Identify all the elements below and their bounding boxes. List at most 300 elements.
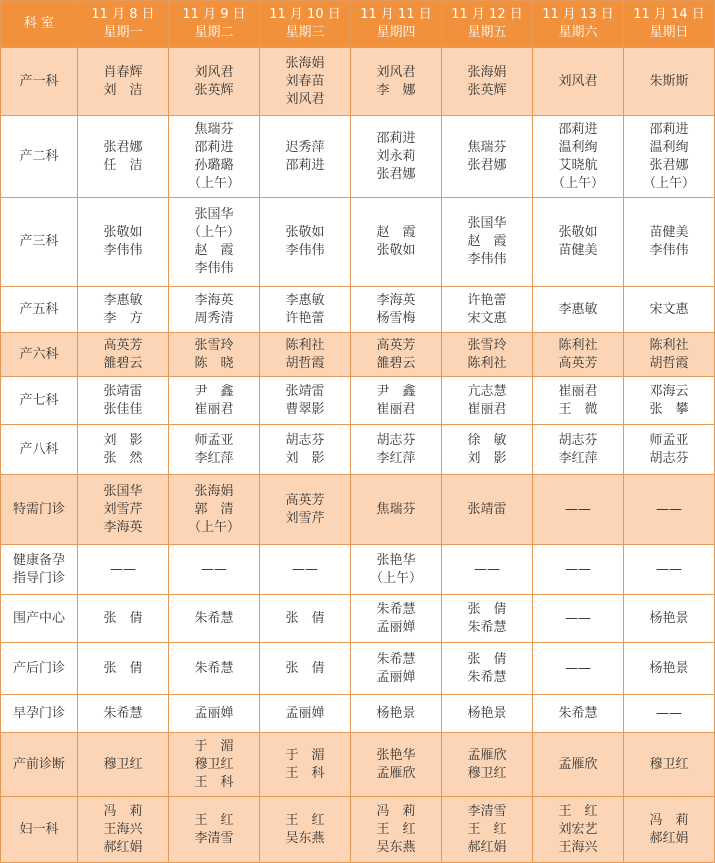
staff-name: 张海娟 bbox=[194, 483, 234, 499]
staff-name: 冯 莉 bbox=[103, 803, 143, 819]
duty-cell bbox=[351, 797, 442, 863]
staff-name: 胡志芬 bbox=[558, 432, 598, 448]
duty-cell bbox=[351, 48, 442, 116]
staff-name: 尹 鑫 bbox=[376, 383, 416, 399]
duty-cell bbox=[533, 287, 624, 333]
staff-name: 高英芳 bbox=[376, 337, 416, 353]
duty-cell bbox=[351, 733, 442, 797]
staff-name: 李海英 bbox=[194, 292, 234, 308]
duty-cell bbox=[442, 475, 533, 545]
staff-name: 张敬如 bbox=[285, 225, 325, 240]
staff-name: 邵莉进 bbox=[285, 157, 325, 173]
day-date: 11 月 13 日 bbox=[542, 7, 614, 22]
duty-cell bbox=[169, 545, 260, 595]
duty-cell bbox=[260, 377, 351, 425]
staff-name: 宋文惠 bbox=[649, 301, 689, 317]
staff-name: 穆卫红 bbox=[103, 756, 143, 772]
staff-name: 邵莉进 bbox=[376, 130, 416, 146]
duty-cell bbox=[624, 797, 715, 863]
duty-cell bbox=[169, 48, 260, 116]
duty-cell bbox=[533, 733, 624, 797]
staff-name: 崔丽君 bbox=[376, 401, 416, 417]
duty-cell bbox=[351, 333, 442, 377]
duty-cell bbox=[351, 595, 442, 643]
staff-name: 崔丽君 bbox=[467, 401, 507, 417]
duty-cell bbox=[351, 287, 442, 333]
staff-name: 张君娜 bbox=[376, 166, 416, 182]
duty-cell bbox=[624, 333, 715, 377]
staff-name: 胡哲霞 bbox=[649, 355, 689, 371]
duty-cell bbox=[533, 797, 624, 863]
staff-name: 刘风君 bbox=[194, 64, 234, 80]
staff-name: 杨艳景 bbox=[467, 705, 507, 721]
dept-name: 产二科 bbox=[19, 148, 59, 164]
staff-name: 张艳华 bbox=[376, 552, 416, 568]
staff-name: （上午） bbox=[551, 175, 604, 191]
table-row bbox=[1, 333, 715, 377]
staff-name: 张 攀 bbox=[649, 401, 689, 417]
duty-cell bbox=[169, 198, 260, 287]
duty-cell bbox=[533, 475, 624, 545]
staff-name: —— bbox=[565, 610, 591, 626]
duty-cell bbox=[260, 545, 351, 595]
staff-name: 王海兴 bbox=[103, 821, 143, 837]
staff-name: 刘雪芹 bbox=[285, 510, 325, 526]
day-weekday: 星期六 bbox=[558, 25, 598, 40]
staff-name: 陈 晓 bbox=[194, 355, 234, 371]
duty-cell bbox=[351, 425, 442, 475]
duty-cell bbox=[624, 287, 715, 333]
table-row bbox=[1, 287, 715, 333]
staff-name: （上午） bbox=[642, 175, 695, 191]
duty-cell bbox=[624, 48, 715, 116]
staff-name: —— bbox=[292, 561, 318, 577]
table-row bbox=[1, 545, 715, 595]
staff-name: 李海英 bbox=[376, 292, 416, 308]
staff-name: 崔丽君 bbox=[194, 401, 234, 417]
duty-cell bbox=[442, 643, 533, 695]
staff-name: 李海英 bbox=[103, 519, 143, 535]
staff-name: 宋文惠 bbox=[467, 310, 507, 326]
staff-name: 朱希慧 bbox=[376, 601, 416, 617]
staff-name: 穆卫红 bbox=[194, 756, 234, 772]
staff-name: 张靖雷 bbox=[467, 501, 507, 517]
duty-cell bbox=[260, 287, 351, 333]
duty-cell bbox=[533, 48, 624, 116]
staff-name: 张国华 bbox=[103, 483, 143, 499]
duty-cell bbox=[78, 333, 169, 377]
table-row bbox=[1, 733, 715, 797]
staff-name: 郝红娟 bbox=[467, 839, 507, 855]
staff-name: 胡志芬 bbox=[285, 432, 325, 448]
staff-name: 尹 鑫 bbox=[194, 383, 234, 399]
staff-name: 张海娟 bbox=[467, 64, 507, 80]
staff-name: 高英芳 bbox=[285, 492, 325, 508]
staff-name: 雒碧云 bbox=[376, 355, 416, 371]
duty-cell bbox=[260, 475, 351, 545]
staff-name: 张 倩 bbox=[285, 610, 325, 626]
staff-name: 苗健美 bbox=[649, 225, 689, 240]
duty-cell bbox=[351, 643, 442, 695]
staff-name: 孙璐璐 bbox=[194, 157, 234, 173]
staff-name: 许艳蕾 bbox=[467, 292, 507, 308]
duty-cell bbox=[260, 797, 351, 863]
dept-cell bbox=[1, 48, 78, 116]
staff-name: 李伟伟 bbox=[649, 243, 689, 258]
staff-name: 吴东燕 bbox=[285, 830, 325, 846]
duty-cell bbox=[78, 475, 169, 545]
duty-cell bbox=[624, 475, 715, 545]
duty-cell bbox=[78, 48, 169, 116]
duty-cell bbox=[442, 287, 533, 333]
duty-cell bbox=[442, 595, 533, 643]
staff-name: 李伟伟 bbox=[285, 243, 325, 258]
staff-name: 李 方 bbox=[103, 310, 143, 326]
staff-name: 杨艳景 bbox=[376, 705, 416, 721]
staff-name: 张 然 bbox=[103, 450, 143, 466]
staff-name: （上午） bbox=[187, 175, 240, 191]
staff-name: 郝红娟 bbox=[649, 830, 689, 846]
staff-name: 李红萍 bbox=[558, 450, 598, 466]
staff-name: 王 科 bbox=[194, 774, 234, 790]
staff-name: 孟丽婵 bbox=[376, 669, 416, 685]
staff-name: 刘永莉 bbox=[376, 148, 416, 164]
day-weekday: 星期五 bbox=[467, 25, 507, 40]
dept-name: 产前诊断 bbox=[12, 756, 65, 772]
staff-name: 孟丽婵 bbox=[376, 619, 416, 635]
dept-name: 特需门诊 bbox=[12, 501, 65, 517]
staff-name: 朱希慧 bbox=[558, 705, 598, 721]
dept-cell bbox=[1, 333, 78, 377]
dept-name: 产八科 bbox=[19, 441, 59, 457]
duty-cell bbox=[169, 475, 260, 545]
staff-name: 张靖雷 bbox=[103, 383, 143, 399]
staff-name: —— bbox=[110, 561, 136, 577]
staff-name: 崔丽君 bbox=[558, 383, 598, 399]
dept-cell bbox=[1, 116, 78, 198]
table-row bbox=[1, 797, 715, 863]
duty-cell bbox=[533, 545, 624, 595]
staff-name: 高英芳 bbox=[558, 355, 598, 371]
duty-cell bbox=[533, 425, 624, 475]
staff-name: 刘风君 bbox=[558, 73, 598, 89]
staff-name: （上午） bbox=[369, 570, 422, 586]
staff-name: 张敬如 bbox=[103, 225, 143, 240]
dept-cell bbox=[1, 475, 78, 545]
staff-name: 李红萍 bbox=[376, 450, 416, 466]
table-row bbox=[1, 475, 715, 545]
staff-name: —— bbox=[474, 561, 500, 577]
duty-cell bbox=[442, 425, 533, 475]
day-header bbox=[169, 1, 260, 48]
staff-name: 孟雁欣 bbox=[467, 747, 507, 763]
staff-name: 陈利社 bbox=[467, 355, 507, 371]
staff-name: —— bbox=[656, 561, 682, 577]
duty-cell bbox=[624, 377, 715, 425]
staff-name: 冯 莉 bbox=[376, 803, 416, 819]
staff-name: 王海兴 bbox=[558, 839, 598, 855]
duty-cell bbox=[78, 116, 169, 198]
day-header bbox=[624, 1, 715, 48]
day-weekday: 星期四 bbox=[376, 25, 416, 40]
staff-name: 张英辉 bbox=[467, 82, 507, 98]
dept-name: 早孕门诊 bbox=[12, 705, 65, 721]
staff-name: 师孟亚 bbox=[194, 432, 234, 448]
duty-cell bbox=[169, 797, 260, 863]
staff-name: 焦瑞芬 bbox=[467, 139, 507, 155]
staff-name: 朱希慧 bbox=[103, 705, 143, 721]
staff-name: 郝红娟 bbox=[103, 839, 143, 855]
dept-name: 产七科 bbox=[19, 392, 59, 408]
dept-header: 科 室 bbox=[1, 1, 78, 48]
dept-cell bbox=[1, 595, 78, 643]
duty-cell bbox=[442, 545, 533, 595]
duty-cell bbox=[78, 545, 169, 595]
staff-name: （上午） bbox=[187, 519, 240, 535]
staff-name: —— bbox=[565, 561, 591, 577]
dept-name: 产六科 bbox=[19, 346, 59, 362]
staff-name: 迟秀萍 bbox=[285, 139, 325, 155]
table-row bbox=[1, 198, 715, 287]
duty-cell bbox=[169, 695, 260, 733]
staff-name: 张君娜 bbox=[467, 157, 507, 173]
staff-name: 朱希慧 bbox=[467, 619, 507, 635]
staff-name: 刘 洁 bbox=[103, 82, 143, 98]
staff-name: 邓海云 bbox=[649, 383, 689, 399]
duty-cell bbox=[169, 377, 260, 425]
staff-name: 胡志芬 bbox=[376, 432, 416, 448]
staff-name: 吴东燕 bbox=[376, 839, 416, 855]
staff-name: 胡哲霞 bbox=[285, 355, 325, 371]
staff-name: 张敬如 bbox=[376, 243, 416, 258]
duty-cell bbox=[169, 643, 260, 695]
staff-name: 穆卫红 bbox=[467, 765, 507, 781]
dept-name: 产五科 bbox=[19, 301, 59, 317]
dept-cell bbox=[1, 733, 78, 797]
staff-name: 刘 影 bbox=[285, 450, 325, 466]
duty-cell bbox=[624, 595, 715, 643]
staff-name: 李伟伟 bbox=[467, 252, 507, 267]
staff-name: 焦瑞芬 bbox=[376, 501, 416, 517]
staff-name: 于 湄 bbox=[285, 747, 325, 763]
day-date: 11 月 8 日 bbox=[91, 7, 155, 22]
staff-name: 许艳蕾 bbox=[285, 310, 325, 326]
day-header bbox=[260, 1, 351, 48]
staff-name: 王 科 bbox=[285, 765, 325, 781]
staff-name: 李红萍 bbox=[194, 450, 234, 466]
duty-cell bbox=[351, 116, 442, 198]
staff-name: 肖春辉 bbox=[103, 64, 143, 80]
staff-name: 张国华 bbox=[194, 207, 234, 222]
table-row bbox=[1, 595, 715, 643]
duty-cell bbox=[442, 377, 533, 425]
duty-cell bbox=[78, 797, 169, 863]
dept-name: 产一科 bbox=[19, 73, 59, 89]
staff-name: 李惠敏 bbox=[285, 292, 325, 308]
staff-name: —— bbox=[201, 561, 227, 577]
day-header bbox=[351, 1, 442, 48]
duty-cell bbox=[78, 643, 169, 695]
staff-name: 李 娜 bbox=[376, 82, 416, 98]
staff-name: 张君娜 bbox=[649, 157, 689, 173]
staff-name: 徐 敏 bbox=[467, 432, 507, 448]
duty-cell bbox=[624, 695, 715, 733]
duty-cell bbox=[351, 545, 442, 595]
staff-name: 苗健美 bbox=[558, 243, 598, 258]
table-row bbox=[1, 425, 715, 475]
duty-cell bbox=[624, 198, 715, 287]
duty-cell bbox=[533, 198, 624, 287]
duty-cell bbox=[260, 48, 351, 116]
duty-cell bbox=[260, 333, 351, 377]
duty-cell bbox=[169, 425, 260, 475]
day-weekday: 星期三 bbox=[285, 25, 325, 40]
day-weekday: 星期日 bbox=[649, 25, 689, 40]
staff-name: 朱希慧 bbox=[376, 651, 416, 667]
duty-cell bbox=[78, 695, 169, 733]
day-date: 11 月 9 日 bbox=[182, 7, 246, 22]
staff-name: 刘春苗 bbox=[285, 73, 325, 89]
duty-cell bbox=[351, 377, 442, 425]
dept-cell bbox=[1, 377, 78, 425]
staff-name: 李伟伟 bbox=[103, 243, 143, 258]
dept-cell bbox=[1, 425, 78, 475]
duty-cell bbox=[533, 333, 624, 377]
staff-name: 李惠敏 bbox=[558, 301, 598, 317]
duty-cell bbox=[78, 377, 169, 425]
duty-cell bbox=[624, 733, 715, 797]
duty-cell bbox=[260, 595, 351, 643]
staff-name: 张君娜 bbox=[103, 139, 143, 155]
schedule-body bbox=[1, 48, 715, 863]
dept-cell bbox=[1, 643, 78, 695]
duty-cell bbox=[624, 116, 715, 198]
staff-name: —— bbox=[656, 705, 682, 721]
staff-name: 朱斯斯 bbox=[649, 73, 689, 89]
staff-name: 张 倩 bbox=[467, 651, 507, 667]
staff-name: 王 红 bbox=[467, 821, 507, 837]
duty-cell bbox=[260, 643, 351, 695]
dept-name: 产后门诊 bbox=[12, 660, 65, 676]
dept-cell bbox=[1, 198, 78, 287]
staff-name: （上午） bbox=[187, 225, 240, 240]
staff-name: 温利绚 bbox=[558, 139, 598, 155]
staff-name: 于 湄 bbox=[194, 738, 234, 754]
duty-cell bbox=[533, 377, 624, 425]
staff-name: —— bbox=[565, 660, 591, 676]
dept-name: 围产中心 bbox=[12, 610, 65, 626]
staff-name: 张 倩 bbox=[467, 601, 507, 617]
table-row bbox=[1, 116, 715, 198]
table-row bbox=[1, 643, 715, 695]
duty-cell bbox=[169, 595, 260, 643]
table-row bbox=[1, 48, 715, 116]
duty-cell bbox=[442, 733, 533, 797]
staff-name: 张敬如 bbox=[558, 225, 598, 240]
duty-cell bbox=[442, 48, 533, 116]
staff-name: 刘宏艺 bbox=[558, 821, 598, 837]
duty-cell bbox=[260, 695, 351, 733]
duty-cell bbox=[533, 695, 624, 733]
staff-name: 孟雁欣 bbox=[376, 765, 416, 781]
duty-cell bbox=[169, 116, 260, 198]
staff-name: 冯 莉 bbox=[649, 812, 689, 828]
staff-name: 曹翠影 bbox=[285, 401, 325, 417]
duty-cell bbox=[533, 643, 624, 695]
staff-name: 张雪玲 bbox=[194, 337, 234, 353]
duty-cell bbox=[169, 733, 260, 797]
day-date: 11 月 11 日 bbox=[360, 7, 432, 22]
staff-name: 穆卫红 bbox=[649, 756, 689, 772]
duty-cell bbox=[78, 287, 169, 333]
dept-name: 妇一科 bbox=[19, 821, 59, 837]
dept-name: 健康备孕 bbox=[12, 552, 65, 568]
day-date: 11 月 12 日 bbox=[451, 7, 523, 22]
staff-name: 胡志芬 bbox=[649, 450, 689, 466]
staff-name: 王 微 bbox=[558, 401, 598, 417]
staff-name: 杨艳景 bbox=[649, 660, 689, 676]
staff-name: —— bbox=[565, 501, 591, 517]
duty-cell bbox=[260, 116, 351, 198]
duty-cell bbox=[624, 545, 715, 595]
duty-cell bbox=[442, 198, 533, 287]
duty-cell bbox=[78, 733, 169, 797]
dept-cell bbox=[1, 695, 78, 733]
staff-name: 李惠敏 bbox=[103, 292, 143, 308]
staff-name: 张靖雷 bbox=[285, 383, 325, 399]
staff-name: 李伟伟 bbox=[194, 261, 234, 276]
staff-name: —— bbox=[656, 501, 682, 517]
duty-cell bbox=[624, 425, 715, 475]
duty-cell bbox=[442, 116, 533, 198]
staff-name: 张 倩 bbox=[103, 660, 143, 676]
duty-cell bbox=[78, 425, 169, 475]
staff-name: 陈利社 bbox=[285, 337, 325, 353]
duty-cell bbox=[351, 475, 442, 545]
day-date: 11 月 14 日 bbox=[633, 7, 705, 22]
duty-cell bbox=[78, 198, 169, 287]
duty-cell bbox=[442, 333, 533, 377]
staff-name: 郭 清 bbox=[194, 501, 234, 517]
staff-name: 张佳佳 bbox=[103, 401, 143, 417]
header-row bbox=[1, 1, 715, 48]
dept-name: 产三科 bbox=[19, 234, 59, 249]
staff-name: 赵 霞 bbox=[376, 225, 416, 240]
staff-name: 杨雪梅 bbox=[376, 310, 416, 326]
staff-name: 李清雪 bbox=[467, 803, 507, 819]
duty-cell bbox=[260, 733, 351, 797]
staff-name: 温利绚 bbox=[649, 139, 689, 155]
staff-name: 张英辉 bbox=[194, 82, 234, 98]
duty-cell bbox=[442, 797, 533, 863]
staff-name: 刘风君 bbox=[285, 91, 325, 107]
staff-name: 朱希慧 bbox=[194, 660, 234, 676]
staff-name: 刘风君 bbox=[376, 64, 416, 80]
duty-cell bbox=[169, 333, 260, 377]
duty-cell bbox=[78, 595, 169, 643]
duty-cell bbox=[533, 116, 624, 198]
duty-cell bbox=[351, 695, 442, 733]
duty-cell bbox=[260, 198, 351, 287]
staff-name: 邵莉进 bbox=[649, 121, 689, 137]
dept-name: 指导门诊 bbox=[12, 570, 65, 586]
staff-name: 张 倩 bbox=[103, 610, 143, 626]
staff-name: 艾晓航 bbox=[558, 157, 598, 173]
staff-name: 李清雪 bbox=[194, 830, 234, 846]
staff-name: 邵莉进 bbox=[558, 121, 598, 137]
table-row bbox=[1, 695, 715, 733]
staff-name: 王 红 bbox=[558, 803, 598, 819]
